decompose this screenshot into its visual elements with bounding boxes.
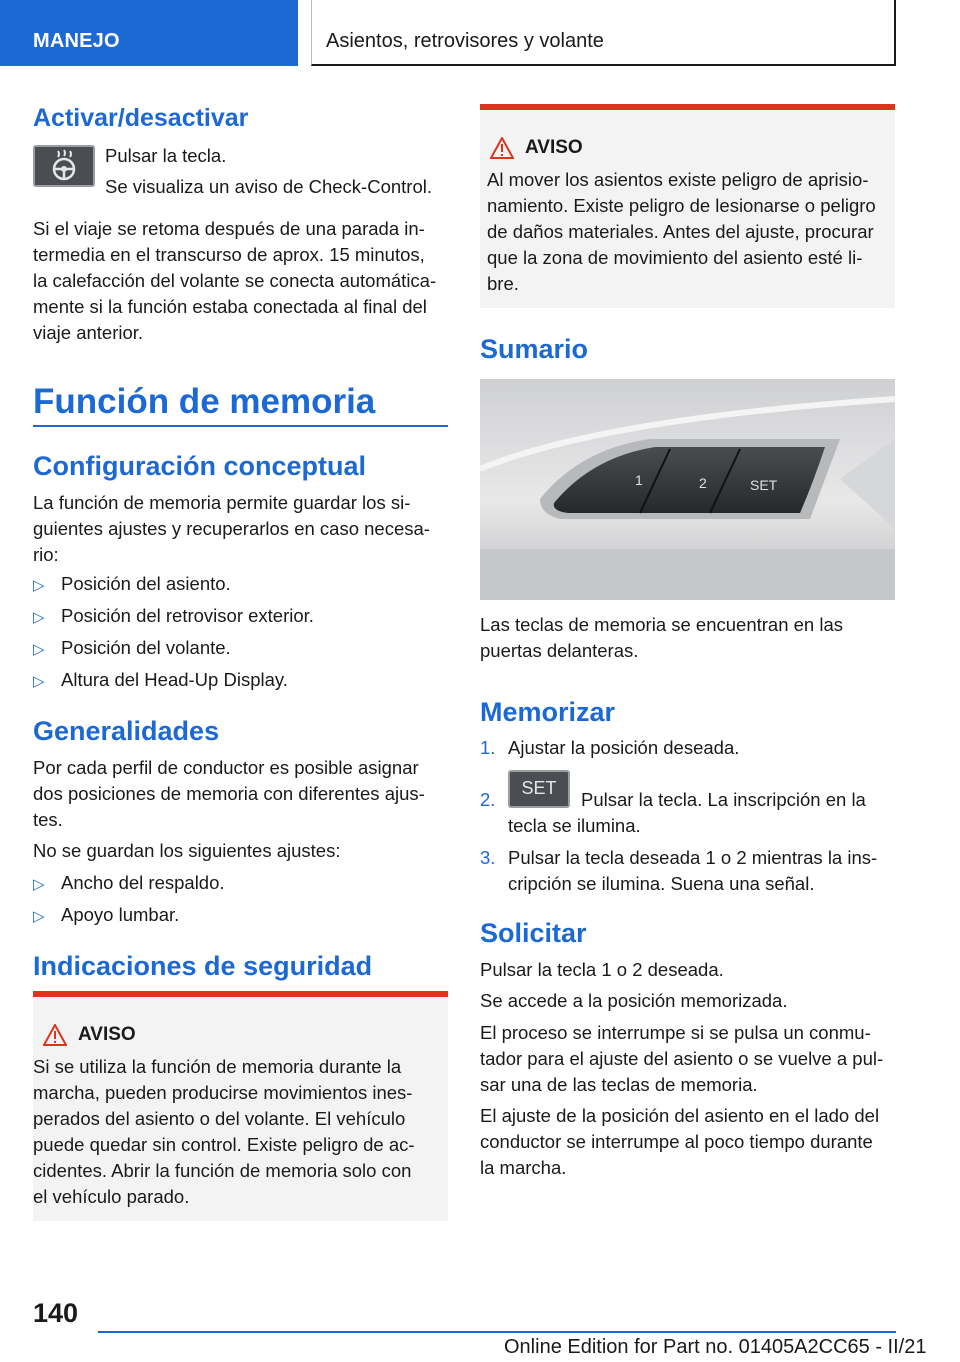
activar-heading: Activar/desactivar bbox=[33, 104, 249, 132]
photo-caption-l1: Las teclas de memoria se encuentran en las bbox=[480, 614, 844, 635]
activar-para-l5: viaje anterior. bbox=[33, 322, 144, 343]
activar-para-l1: Si el viaje se retoma después de una parada in- bbox=[33, 218, 425, 239]
warning-line: puede quedar sin control. Existe peligro de ac- bbox=[33, 1134, 415, 1155]
bullet-triangle-icon: ▷ bbox=[33, 577, 45, 594]
photo-caption-l2: puertas delanteras. bbox=[480, 640, 639, 661]
list-item: ▷ Altura del Head-Up Display. bbox=[33, 667, 288, 695]
solicitar-para3-l3: sar una de las teclas de memoria. bbox=[480, 1074, 758, 1095]
list-item: ▷ Posición del asiento. bbox=[33, 571, 231, 599]
step-3-line1: 3. Pulsar la tecla deseada 1 o 2 mientras la ins- bbox=[480, 847, 878, 868]
warning-line: perados del asiento o del volante. El vehículo bbox=[33, 1108, 406, 1129]
warning-line: Al mover los asientos existe peligro de aprisio- bbox=[487, 169, 869, 190]
bullet-triangle-icon: ▷ bbox=[33, 673, 45, 690]
activar-step-2: Se visualiza un aviso de Check-Control. bbox=[105, 176, 432, 197]
photo-label-set: SET bbox=[750, 477, 778, 493]
footer-rule bbox=[98, 1331, 896, 1333]
config-heading: Configuración conceptual bbox=[33, 451, 367, 481]
warning-line: namiento. Existe peligro de lesionarse o peligro bbox=[487, 195, 876, 216]
solicitar-heading: Solicitar bbox=[480, 918, 587, 948]
list-item: ▷ Apoyo lumbar. bbox=[33, 902, 179, 930]
bullet-triangle-icon: ▷ bbox=[33, 609, 45, 626]
warning-title: AVISO bbox=[525, 137, 583, 158]
bullet-triangle-icon: ▷ bbox=[33, 908, 45, 925]
sumario-heading: Sumario bbox=[480, 334, 589, 364]
list-item: ▷ Posición del volante. bbox=[33, 635, 231, 663]
photo-label-1: 1 bbox=[635, 472, 643, 488]
section-label: MANEJO bbox=[33, 30, 120, 52]
solicitar-para4-l2: conductor se interrumpe al poco tiempo durante bbox=[480, 1131, 873, 1152]
warning-triangle-icon bbox=[43, 1024, 67, 1046]
chapter-title: Asientos, retrovisores y volante bbox=[326, 30, 604, 52]
generalidades-heading: Generalidades bbox=[33, 716, 220, 746]
seguridad-heading: Indicaciones de seguridad bbox=[33, 951, 373, 981]
list-item: ▷ Posición del retrovisor exterior. bbox=[33, 603, 314, 631]
general-para-l2: dos posiciones de memoria con diferentes ajus- bbox=[33, 783, 425, 804]
solicitar-para4-l3: la marcha. bbox=[480, 1157, 567, 1178]
bullet-triangle-icon: ▷ bbox=[33, 876, 45, 893]
solicitar-para3-l2: tador para el ajuste del asiento o se vuelve a pul- bbox=[480, 1048, 884, 1069]
step-3-line2: cripción se ilumina. Suena una señal. bbox=[508, 873, 815, 894]
bullet-triangle-icon: ▷ bbox=[33, 641, 45, 658]
config-para-l3: rio: bbox=[33, 544, 59, 565]
step-2-num: 2. bbox=[480, 789, 496, 810]
set-button: SET bbox=[508, 770, 570, 808]
warning-line: de daños materiales. Antes del ajuste, procurar bbox=[487, 221, 874, 242]
solicitar-para3-l1: El proceso se interrumpe si se pulsa un conmu- bbox=[480, 1022, 871, 1043]
activar-step-1: Pulsar la tecla. bbox=[105, 145, 227, 166]
memory-buttons-photo bbox=[480, 379, 895, 600]
warning-line: bre. bbox=[487, 273, 519, 294]
page-number: 140 bbox=[33, 1298, 79, 1328]
solicitar-line: Se accede a la posición memorizada. bbox=[480, 990, 788, 1011]
warning-triangle-icon bbox=[490, 137, 514, 159]
activar-para-l3: la calefacción del volante se conecta automática- bbox=[33, 270, 437, 291]
warning-box bbox=[480, 104, 895, 308]
warning-line: que la zona de movimiento del asiento esté li- bbox=[487, 247, 863, 268]
warning-line: marcha, pueden producirse movimientos ines- bbox=[33, 1082, 413, 1103]
general-para2: No se guardan los siguientes ajustes: bbox=[33, 840, 341, 861]
funcion-memoria-heading: Función de memoria bbox=[33, 382, 376, 421]
warning-line: el vehículo parado. bbox=[33, 1186, 190, 1207]
step-2-line2: tecla se ilumina. bbox=[508, 815, 641, 836]
section-tab bbox=[0, 0, 298, 66]
general-para-l3: tes. bbox=[33, 809, 63, 830]
solicitar-line: Pulsar la tecla 1 o 2 deseada. bbox=[480, 959, 724, 980]
step-1: 1. Ajustar la posición deseada. bbox=[480, 737, 740, 758]
edition-text: Online Edition for Part no. 01405A2CC65 - II/21 bbox=[504, 1336, 927, 1358]
heading-rule bbox=[33, 425, 448, 427]
step-2-line1: Pulsar la tecla. La inscripción en la bbox=[581, 789, 866, 810]
solicitar-para4-l1: El ajuste de la posición del asiento en el lado del bbox=[480, 1105, 880, 1126]
memorizar-heading: Memorizar bbox=[480, 697, 616, 727]
activar-para-l2: termedia en el transcurso de aprox. 15 minutos, bbox=[33, 244, 425, 265]
steering-heat-button bbox=[33, 145, 95, 187]
warning-line: Si se utiliza la función de memoria durante la bbox=[33, 1056, 402, 1077]
config-para-l2: guientes ajustes y recuperarlos en caso necesa- bbox=[33, 518, 430, 539]
activar-para-l4: mente si la función estaba conectada al final del bbox=[33, 296, 427, 317]
warning-line: cidentes. Abrir la función de memoria solo con bbox=[33, 1160, 412, 1181]
steering-heat-icon bbox=[35, 147, 93, 185]
photo-label-2: 2 bbox=[699, 475, 707, 491]
warning-title: AVISO bbox=[78, 1024, 136, 1045]
list-item: ▷ Ancho del respaldo. bbox=[33, 870, 225, 898]
config-para-l1: La función de memoria permite guardar los si- bbox=[33, 492, 411, 513]
chapter-header bbox=[311, 0, 896, 66]
general-para-l1: Por cada perfil de conductor es posible asignar bbox=[33, 757, 419, 778]
warning-box bbox=[33, 991, 448, 1221]
